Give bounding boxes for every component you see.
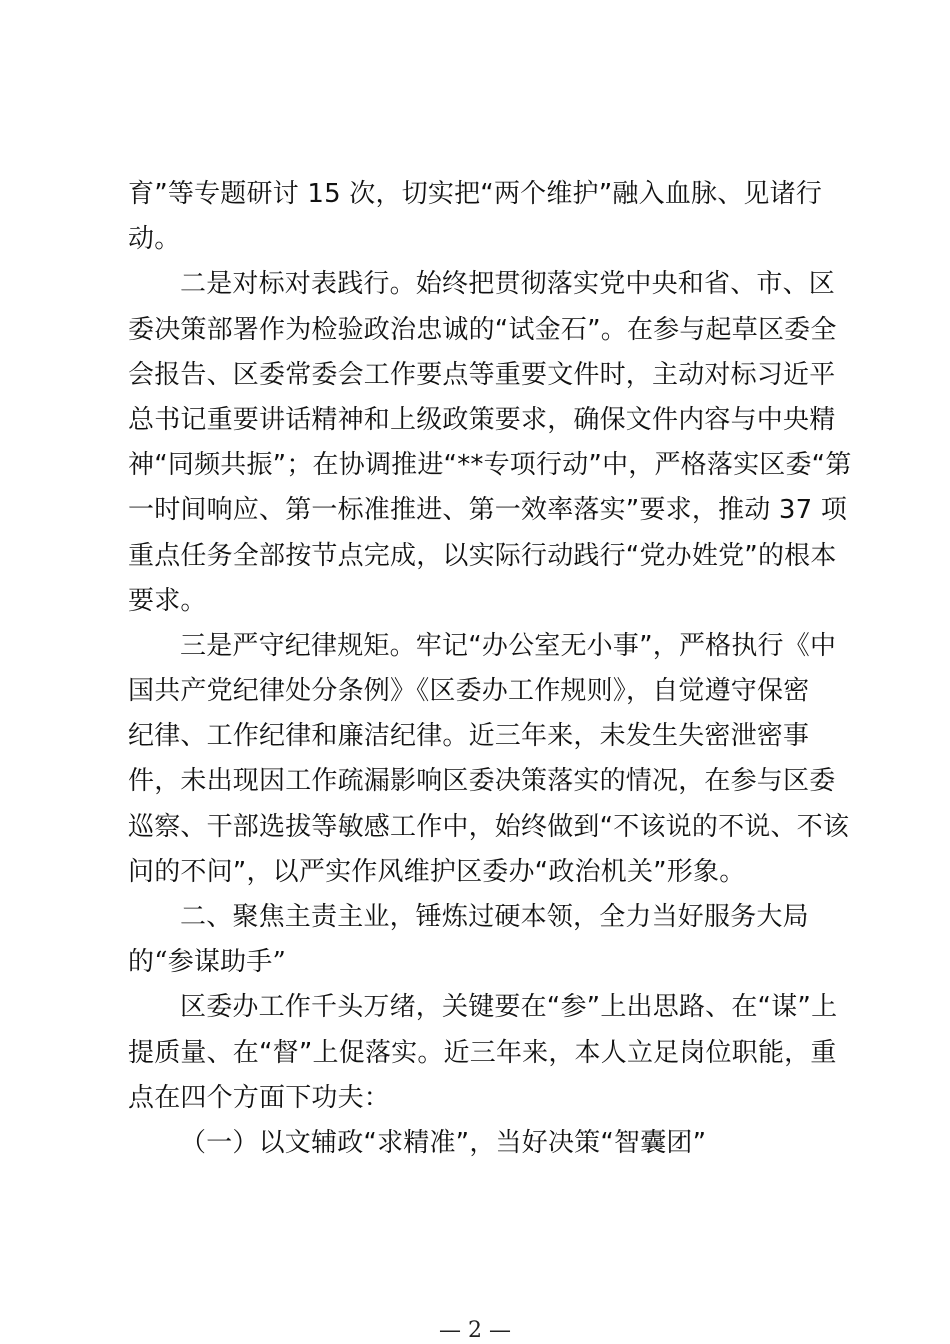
text-line: 委决策部署作为检验政治忠诚的“试金石”。在参与起草区委全 — [128, 314, 837, 345]
body-text — [128, 172, 852, 1166]
section-heading: 二、聚焦主责主业，锤炼过硬本领，全力当好服务大局 — [180, 902, 809, 932]
text-line: 件，未出现因工作疏漏影响区委决策落实的情况，在参与区委 — [128, 766, 836, 797]
text-line: 点在四个方面下功夫： — [128, 1082, 391, 1113]
text-line: 一时间响应、第一标准推进、第一效率落实”要求，推动 37 项 — [128, 495, 848, 526]
text-line: 提质量、在“督”上促落实。近三年来，本人立足岗位职能，重 — [128, 1037, 837, 1068]
text-line: 重点任务全部按节点完成，以实际行动践行“党办姓党”的根本 — [128, 540, 837, 571]
text-line: 要求。 — [128, 585, 207, 616]
paragraph-start: 三是严守纪律规矩。牢记“办公室无小事”，严格执行《中 — [180, 630, 837, 661]
text-line: 纪律、工作纪律和廉洁纪律。近三年来，未发生失密泄密事 — [128, 721, 810, 752]
subsection-heading: （一）以文辅政“求精准”，当好决策“智囊团” — [180, 1127, 707, 1158]
page-number: — 2 — — [439, 1318, 511, 1343]
text-line: 问的不问”，以严实作风维护区委办“政治机关”形象。 — [128, 856, 746, 887]
text-line: 会报告、区委常委会工作要点等重要文件时，主动对标习近平 — [128, 359, 836, 390]
text-line: 国共产党纪律处分条例》《区委办工作规则》，自觉遵守保密 — [128, 676, 810, 707]
paragraph-start: 二是对标对表践行。始终把贯彻落实党中央和省、市、区 — [180, 269, 836, 300]
text-line: 动。 — [128, 224, 181, 255]
section-heading-continued: 的“参谋助手” — [128, 947, 286, 978]
paragraph-start: 区委办工作千头万绪，关键要在“参”上出思路、在“谋”上 — [180, 992, 838, 1023]
text-line: 神“同频共振”；在协调推进“**专项行动”中，严格落实区委“第 — [128, 450, 852, 481]
text-line: 巡察、干部选拔等敏感工作中，始终做到“不该说的不说、不该 — [128, 811, 850, 842]
text-line: 总书记重要讲话精神和上级政策要求，确保文件内容与中央精 — [128, 404, 836, 435]
text-line: 育”等专题研讨 15 次，切实把“两个维护”融入血脉、见诸行 — [128, 179, 823, 209]
